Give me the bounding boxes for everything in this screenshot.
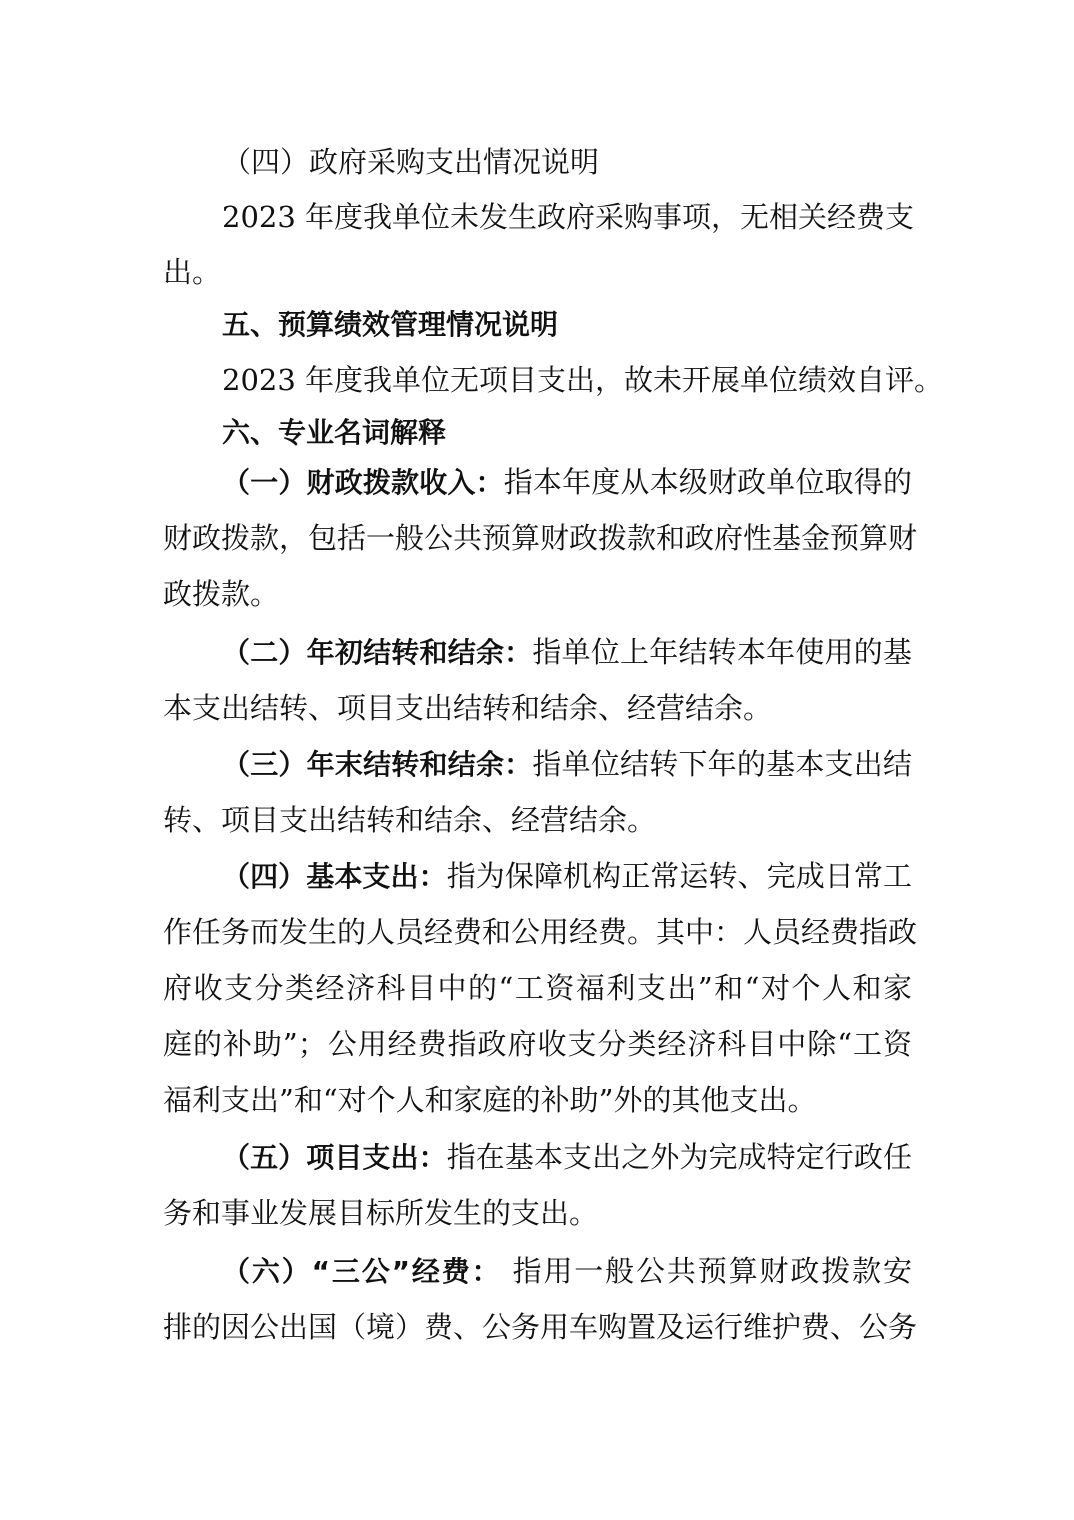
term-4-line-2: 作任务而发生的人员经费和公用经费。其中：人员经费指政 xyxy=(163,915,918,949)
term-1-line-2: 财政拨款，包括一般公共预算财政拨款和政府性基金预算财 xyxy=(163,521,918,555)
term-5-label: （五）项目支出： xyxy=(222,1141,447,1174)
term-4-text: 指为保障机构正常运转、完成日常工 xyxy=(446,859,912,893)
term-1-line-1 xyxy=(222,464,912,500)
term-5-line-2: 务和事业发展目标所发生的支出。 xyxy=(163,1196,599,1230)
term-4-label: （四）基本支出： xyxy=(222,860,447,893)
term-4-line-4: 庭的补助”；公用经费指政府收支分类经济科目中除“工资 xyxy=(163,1027,912,1061)
term-2-label: （二）年初结转和结余： xyxy=(222,636,533,669)
term-1-line-3: 政拨款。 xyxy=(163,577,280,611)
term-2-line-2: 本支出结转、项目支出结转和结余、经营结余。 xyxy=(163,691,773,725)
section4-heading: （四）政府采购支出情况说明 xyxy=(222,145,600,179)
term-5-line-1 xyxy=(222,1139,912,1175)
term-6-line-2: 排的因公出国（境）费、公务用车购置及运行维护费、公务 xyxy=(163,1310,918,1344)
term-3-line-2: 转、项目支出结转和结余、经营结余。 xyxy=(163,803,657,837)
term-2-line-1 xyxy=(222,634,912,670)
section4-para-line-2: 出。 xyxy=(163,255,222,289)
term-6-label: （六）“三公”经费： xyxy=(222,1255,502,1288)
term-4-line-1 xyxy=(222,858,912,894)
term-3-label: （三）年末结转和结余： xyxy=(222,748,533,781)
term-5-text: 指在基本支出之外为完成特定行政任 xyxy=(446,1140,912,1174)
term-2-text: 指单位上年结转本年使用的基 xyxy=(532,635,912,669)
section4-para-line-1: 2023 年度我单位未发生政府采购事项，无相关经费支 xyxy=(222,200,915,234)
term-1-label: （一）财政拨款收入： xyxy=(222,466,504,499)
term-1-text: 指本年度从本级财政单位取得的 xyxy=(503,465,912,499)
term-4-line-3: 府收支分类经济科目中的“工资福利支出”和“对个人和家 xyxy=(163,971,912,1005)
term-3-line-1 xyxy=(222,746,912,782)
section6-heading: 六、专业名词解释 xyxy=(222,416,447,449)
term-6-text: 指用一般公共预算财政拨款安 xyxy=(501,1254,912,1288)
section5-heading: 五、预算绩效管理情况说明 xyxy=(222,308,559,341)
term-3-text: 指单位结转下年的基本支出结 xyxy=(532,747,912,781)
term-4-line-5: 福利支出”和“对个人和家庭的补助”外的其他支出。 xyxy=(163,1083,817,1117)
term-6-line-1 xyxy=(222,1253,912,1289)
section5-para: 2023 年度我单位无项目支出，故未开展单位绩效自评。 xyxy=(222,363,944,397)
